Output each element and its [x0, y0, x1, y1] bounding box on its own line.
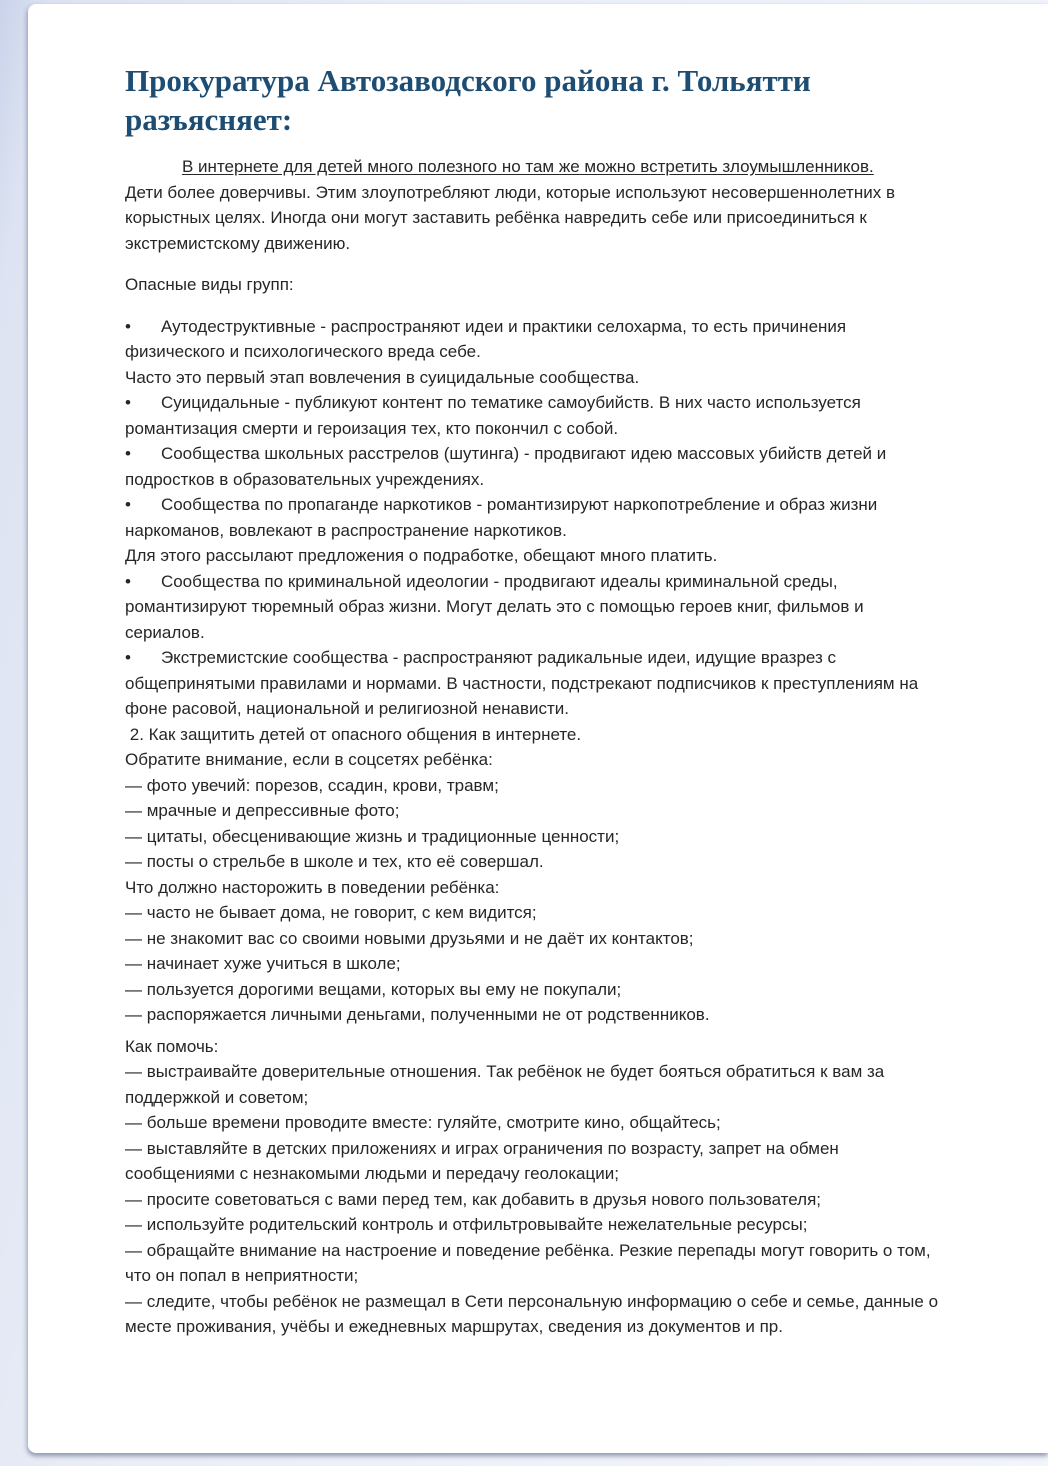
paragraph: — часто не бывает дома, не говорит, с кем видится;	[125, 903, 537, 922]
paragraph: — используйте родительский контроль и отфильтровывайте нежелательные ресурсы;	[125, 1215, 808, 1234]
document-title: Прокуратура Автозаводского района г. Тольятти разъясняет:	[125, 63, 811, 137]
paragraph: 2. Как защитить детей от опасного общения в интернете.	[125, 724, 582, 744]
paragraph: — следите, чтобы ребёнок не размещал в Сети персональную информацию о себе и семье, данные о месте проживания, учёбы и ежедневных маршрутах, сведения из документов и пр.	[125, 1291, 943, 1336]
bullet-paragraph: • Аутодеструктивные - распространяют идеи и практики селохарма, то есть причинения физического и психологического вреда себе.	[125, 316, 851, 361]
paragraph: — обращайте внимание на настроение и поведение ребёнка. Резкие перепады могут говорить о том, что он попал в неприятности;	[125, 1240, 936, 1285]
paragraph: — пользуется дорогими вещами, которых вы ему не покупали;	[125, 979, 622, 999]
paragraph: — мрачные и депрессивные фото;	[125, 801, 400, 820]
paragraph: — не знакомит вас со своими новыми друзьями и не даёт их контактов;	[125, 928, 694, 948]
paragraph: Часто это первый этап вовлечения в суицидальные сообщества.	[125, 367, 640, 387]
paragraph: Как помочь:	[125, 1036, 219, 1056]
bullet-paragraph: • Сообщества школьных расстрелов (шутинга) - продвигают идею массовых убийств детей и подростков в образовательных учреждениях.	[125, 444, 891, 489]
paragraph: — посты о стрельбе в школе и тех, кто её совершал.	[125, 852, 544, 871]
bullet-icon: •	[125, 495, 131, 514]
bullet-icon: •	[125, 393, 131, 412]
bullet-paragraph: • Сообщества по пропаганде наркотиков - романтизируют наркопотребление и образ жизни наркоманов, вовлекают в распространение наркотиков.	[125, 495, 883, 540]
bullet-paragraph: • Суицидальные - публикуют контент по тематике самоубийств. В них часто используется романтизация смерти и героизация тех, кто покончил с собой.	[125, 393, 866, 438]
document-body	[125, 154, 941, 1340]
paragraph	[125, 154, 941, 180]
document-page	[28, 4, 1048, 1453]
bullet-paragraph: • Экстремистские сообщества - распространяют радикальные идеи, идущие вразрез с общепринятыми правилами и нормами. В частности, подстрекают подписчиков к преступлениям на фоне расовой, национальной и религиозной ненависти.	[125, 648, 923, 718]
paragraph: — фото увечий: порезов, ссадин, крови, травм;	[125, 775, 499, 795]
bullet-icon: •	[125, 571, 131, 591]
paragraph: Дети более доверчивы. Этим злоупотребляют люди, которые используют несовершеннолетних в корыстных целях. Иногда они могут заставить ребёнка навредить себе или присоединиться к экстремистскому движению.	[125, 182, 900, 253]
paragraph: — просите советоваться с вами перед тем, как добавить в друзья нового пользователя;	[125, 1189, 822, 1209]
bullet-paragraph: • Сообщества по криминальной идеологии - продвигают идеалы криминальной среды, романтизируют тюремный образ жизни. Могут делать это с помощью героев книг, фильмов и сериалов.	[125, 571, 869, 642]
bullet-icon: •	[125, 316, 131, 336]
paragraph: — больше времени проводите вместе: гуляйте, смотрите кино, общайтесь;	[125, 1113, 721, 1132]
underlined-lead-sentence: В интернете для детей много полезного но там же можно встретить злоумышленников.	[182, 157, 874, 176]
bullet-icon: •	[125, 444, 131, 463]
paragraph: Для этого рассылают предложения о подработке, обещают много платить.	[125, 546, 718, 565]
paragraph: — цитаты, обесценивающие жизнь и традиционные ценности;	[125, 826, 620, 846]
paragraph: — выстраивайте доверительные отношения. Так ребёнок не будет бояться обратиться к вам за поддержкой и советом;	[125, 1062, 889, 1107]
paragraph: Что должно насторожить в поведении ребёнка:	[125, 877, 500, 897]
paragraph: — начинает хуже учиться в школе;	[125, 954, 401, 973]
bullet-icon: •	[125, 648, 131, 667]
paragraph: Обратите внимание, если в соцсетях ребёнка:	[125, 750, 493, 769]
paragraph: Опасные виды групп:	[125, 275, 294, 294]
paragraph: — распоряжается личными деньгами, полученными не от родственников.	[125, 1005, 710, 1024]
paragraph: — выставляйте в детских приложениях и играх ограничения по возрасту, запрет на обмен сообщениями с незнакомыми людьми и передачу геолокации;	[125, 1138, 844, 1183]
